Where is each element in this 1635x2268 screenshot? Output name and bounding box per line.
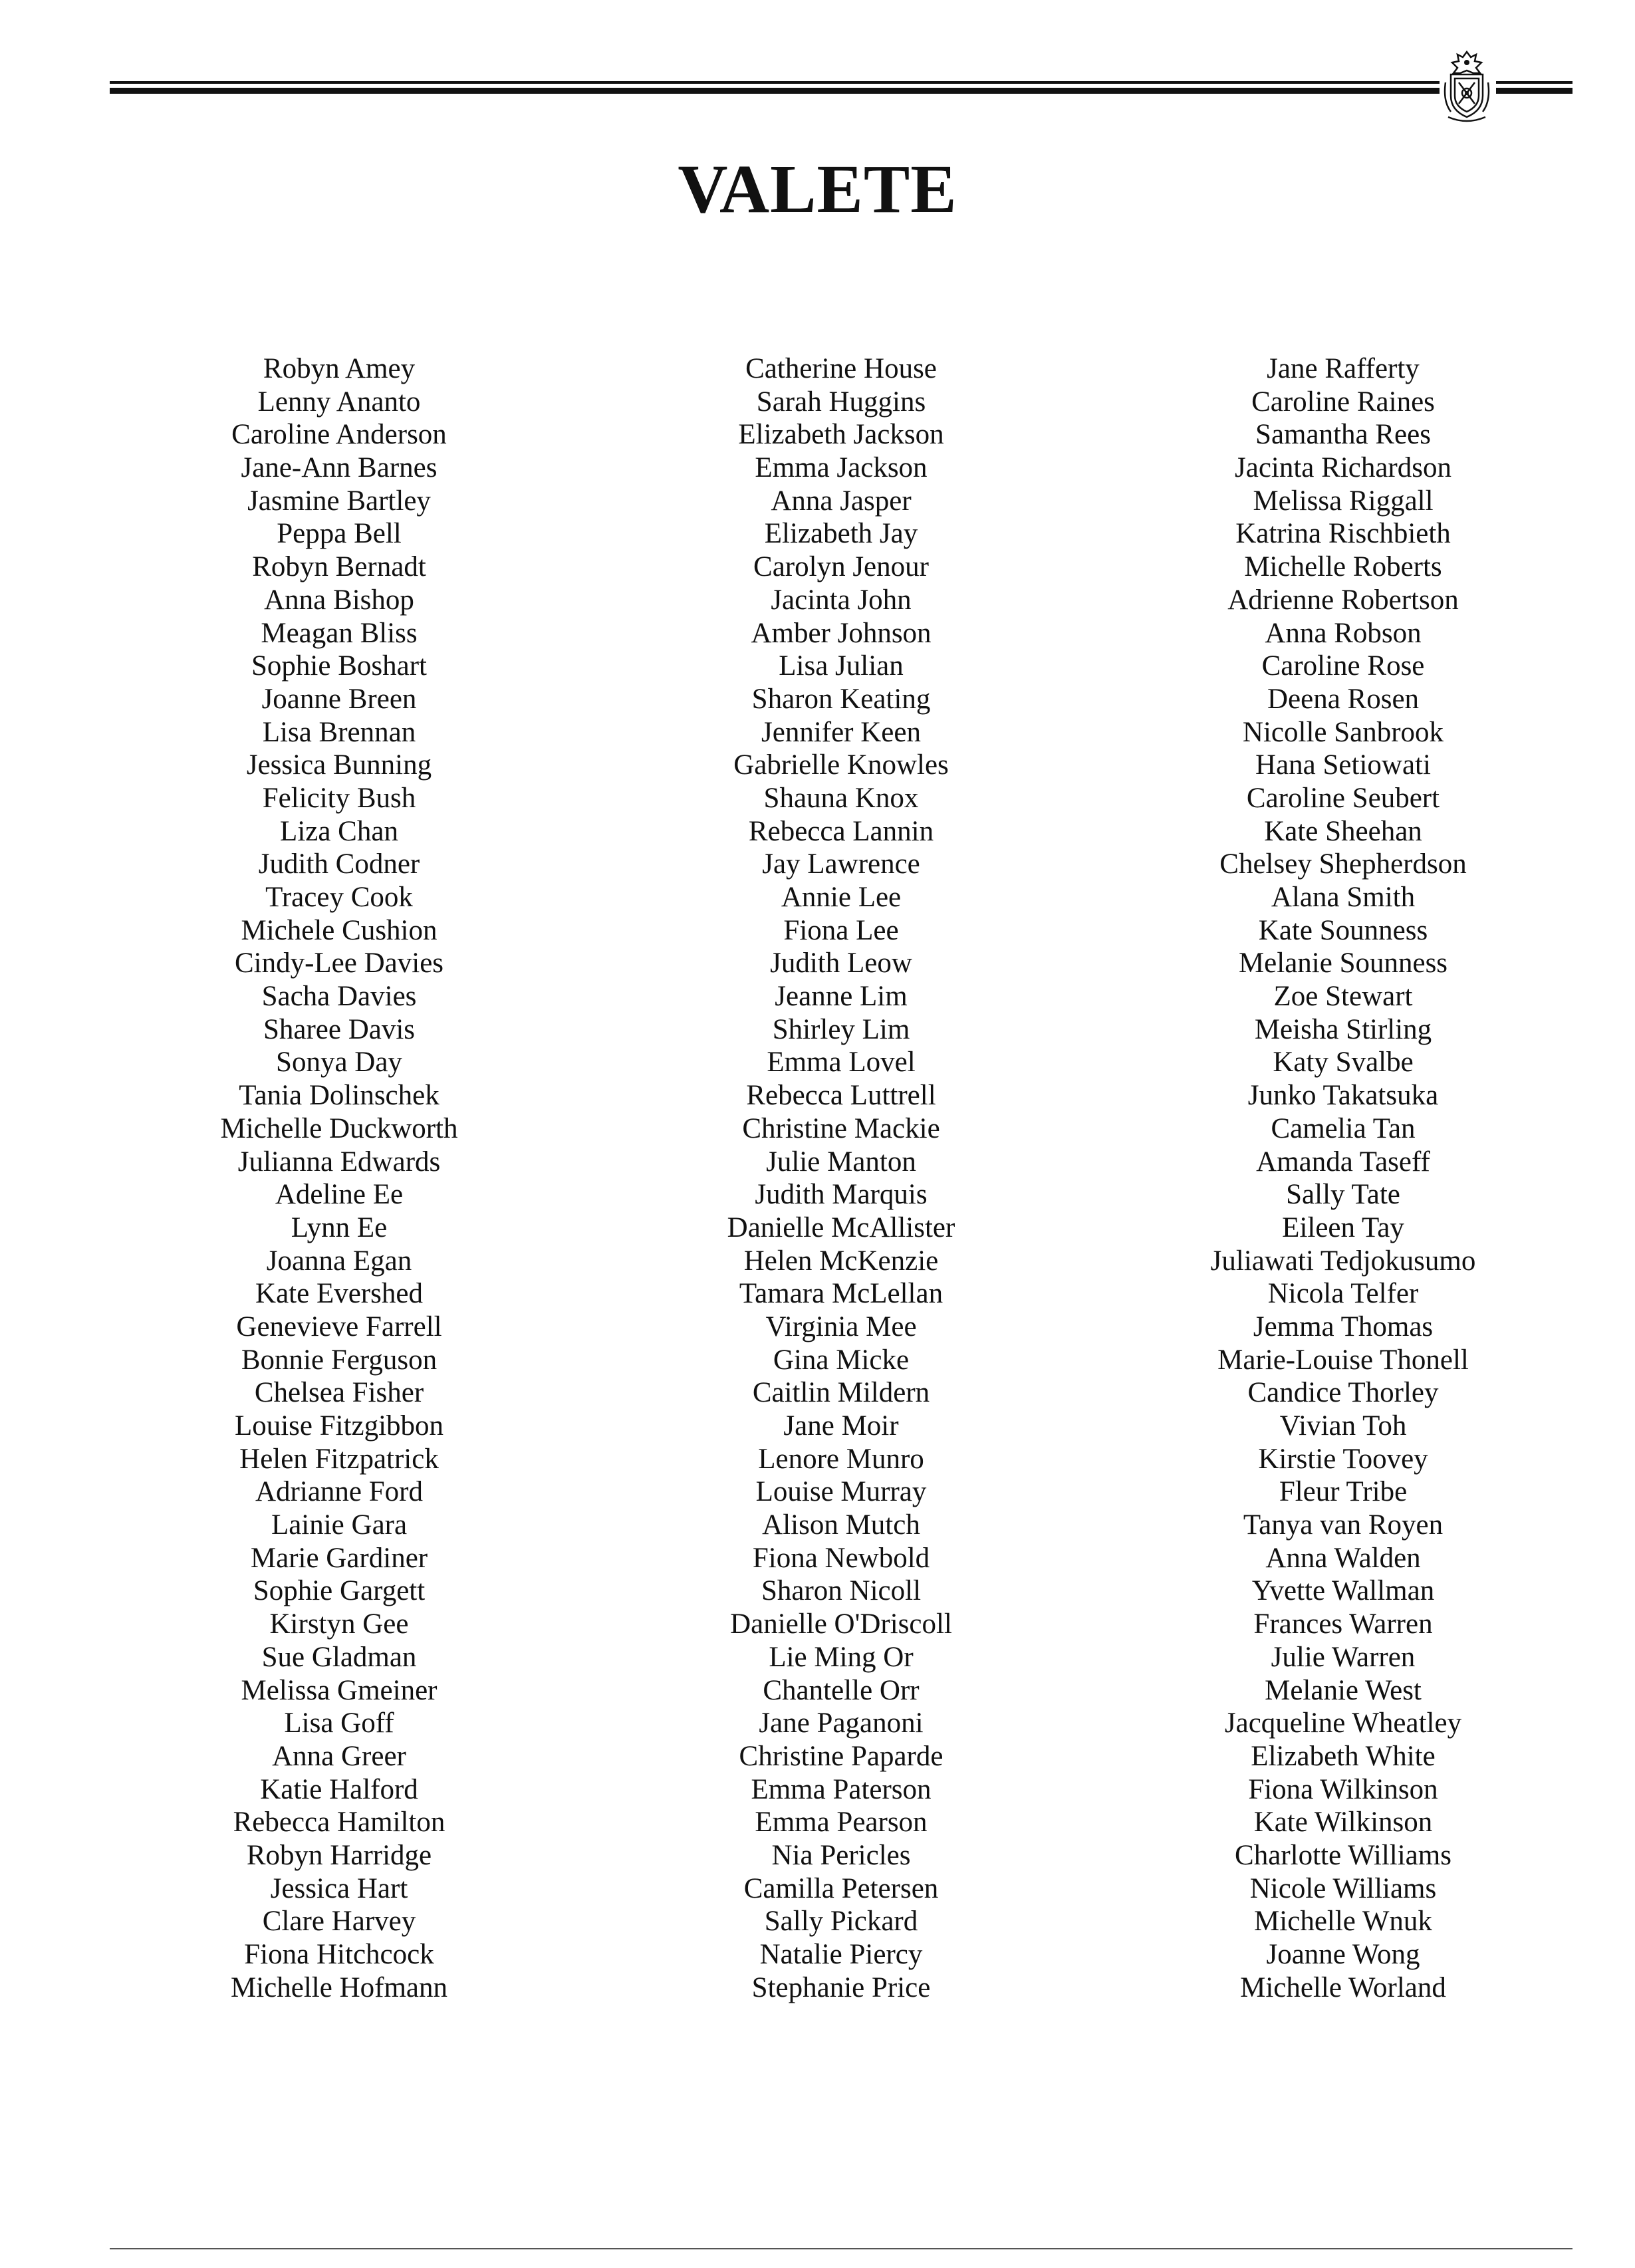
name-list-item: Louise Fitzgibbon: [234, 1410, 444, 1442]
name-list-item: Meisha Stirling: [1254, 1013, 1432, 1045]
name-list-item: Kirstie Toovey: [1258, 1443, 1428, 1475]
name-list-item: Marie-Louise Thonell: [1217, 1344, 1469, 1376]
name-list-item: Caroline Raines: [1251, 386, 1435, 418]
name-list-item: Caroline Seubert: [1246, 782, 1440, 814]
name-list-item: Melanie Sounness: [1238, 947, 1448, 979]
name-list-item: Lynn Ee: [291, 1211, 388, 1243]
name-list-item: Rebecca Lannin: [748, 815, 934, 847]
name-list-item: Jennifer Keen: [761, 716, 921, 748]
name-list-item: Liza Chan: [280, 815, 398, 847]
name-list-item: Jasmine Bartley: [247, 485, 431, 517]
name-list-item: Sharee Davis: [263, 1013, 416, 1045]
name-list-item: Cindy-Lee Davies: [234, 947, 444, 979]
name-list-item: Sharon Keating: [751, 683, 931, 715]
name-list-item: Tania Dolinschek: [239, 1080, 440, 1112]
name-list-item: Sally Tate: [1286, 1179, 1400, 1211]
name-list-item: Melissa Gmeiner: [241, 1674, 438, 1706]
name-list-item: Michelle Hofmann: [231, 1971, 447, 2003]
name-list-item: Fleur Tribe: [1279, 1476, 1408, 1508]
name-list-item: Anna Robson: [1265, 617, 1422, 649]
name-list-item: Jeanne Lim: [775, 981, 908, 1013]
name-list-item: Jane-Ann Barnes: [241, 452, 438, 484]
name-list-item: Elizabeth Jay: [764, 518, 918, 550]
name-list-item: Meagan Bliss: [261, 617, 418, 649]
name-list-item: Joanne Wong: [1266, 1939, 1420, 1970]
name-list-item: Katrina Rischbieth: [1235, 518, 1451, 550]
name-list-item: Gina Micke: [773, 1344, 910, 1376]
name-list-item: Sharon Nicoll: [761, 1575, 922, 1607]
name-list-item: Kirstyn Gee: [269, 1608, 409, 1640]
name-list-item: Nia Pericles: [771, 1839, 911, 1871]
name-list-item: Camilla Petersen: [743, 1872, 939, 1904]
name-list-item: Chelsea Fisher: [254, 1377, 424, 1409]
name-list-item: Joanne Breen: [261, 683, 417, 715]
name-list-item: Rebecca Luttrell: [746, 1080, 936, 1112]
name-list-item: Sacha Davies: [261, 981, 417, 1013]
name-list-item: Caroline Anderson: [231, 419, 447, 451]
name-list-item: Tracey Cook: [265, 882, 413, 913]
name-list-item: Chelsey Shepherdson: [1219, 848, 1467, 880]
name-list-item: Samantha Rees: [1255, 419, 1431, 451]
name-list-item: Eileen Tay: [1282, 1211, 1404, 1243]
name-list-item: Julie Warren: [1271, 1641, 1416, 1673]
name-list-item: Lisa Goff: [284, 1707, 394, 1739]
name-list-item: Danielle McAllister: [727, 1211, 955, 1243]
name-list-item: Vivian Toh: [1279, 1410, 1407, 1442]
name-list-item: Sally Pickard: [764, 1906, 918, 1938]
name-list-item: Melanie West: [1265, 1674, 1422, 1706]
name-list-item: Melissa Riggall: [1253, 485, 1434, 517]
name-list-item: Charlotte Williams: [1235, 1839, 1451, 1871]
name-list-item: Emma Jackson: [755, 452, 928, 484]
name-list-item: Danielle O'Driscoll: [730, 1608, 952, 1640]
name-list-item: Chantelle Orr: [763, 1674, 920, 1706]
name-list-item: Peppa Bell: [277, 518, 402, 550]
name-list-item: Caroline Rose: [1261, 650, 1425, 682]
name-list-item: Fiona Hitchcock: [244, 1939, 434, 1970]
header-rule-right-thick: [1496, 88, 1572, 94]
header-rule-right-thin: [1496, 81, 1572, 84]
name-list-item: Robyn Harridge: [246, 1839, 432, 1871]
name-list-item: Jay Lawrence: [762, 848, 920, 880]
name-list-item: Tanya van Royen: [1243, 1509, 1444, 1541]
name-list-item: Jacinta John: [771, 584, 912, 616]
name-list-item: Gabrielle Knowles: [733, 749, 949, 781]
name-list-item: Julie Manton: [766, 1146, 916, 1178]
name-list-item: Fiona Newbold: [752, 1542, 930, 1574]
name-list-item: Julianna Edwards: [237, 1146, 441, 1178]
name-list-item: Juliawati Tedjokusumo: [1210, 1245, 1476, 1277]
name-list-item: Michelle Worland: [1240, 1971, 1446, 2003]
name-list-item: Amber Johnson: [751, 617, 932, 649]
name-list-item: Camelia Tan: [1271, 1112, 1416, 1144]
name-list-item: Michelle Wnuk: [1254, 1906, 1432, 1938]
name-list-item: Judith Marquis: [755, 1179, 928, 1211]
name-list-item: Lenore Munro: [758, 1443, 924, 1475]
name-list-item: Bonnie Ferguson: [241, 1344, 438, 1376]
name-list-item: Sophie Boshart: [251, 650, 427, 682]
name-list-item: Adeline Ee: [275, 1179, 404, 1211]
name-list-item: Jacqueline Wheatley: [1224, 1707, 1462, 1739]
name-list-item: Lisa Brennan: [262, 716, 416, 748]
name-list-item: Stephanie Price: [751, 1971, 931, 2003]
name-column-3: [1157, 352, 1529, 2004]
name-list-item: Adrianne Ford: [255, 1476, 423, 1508]
name-list-item: Yvette Wallman: [1251, 1575, 1435, 1607]
name-list-item: Christine Paparde: [739, 1740, 943, 1772]
name-list-item: Alison Mutch: [762, 1509, 920, 1541]
name-list-item: Carolyn Jenour: [753, 551, 929, 583]
name-list-item: Helen Fitzpatrick: [239, 1443, 439, 1475]
name-list-item: Sarah Huggins: [756, 386, 926, 418]
school-crest-icon: [1442, 48, 1492, 125]
name-list-item: Elizabeth Jackson: [738, 419, 944, 451]
name-list-item: Helen McKenzie: [743, 1245, 939, 1277]
name-list-item: Fiona Wilkinson: [1248, 1773, 1438, 1805]
name-list-item: Jane Paganoni: [759, 1707, 924, 1739]
name-list-item: Annie Lee: [781, 882, 902, 913]
name-list-item: Christine Mackie: [742, 1112, 940, 1144]
name-list-item: Robyn Bernadt: [252, 551, 426, 583]
name-list-item: Jemma Thomas: [1253, 1311, 1434, 1342]
page-title: VALETE: [678, 151, 957, 227]
header-double-rule-right: [1496, 81, 1572, 94]
name-list-item: Anna Jasper: [771, 485, 912, 517]
name-list-item: Adrienne Robertson: [1227, 584, 1459, 616]
name-list-item: Anna Walden: [1265, 1542, 1421, 1574]
name-list-item: Catherine House: [745, 353, 937, 384]
name-list-item: Shirley Lim: [772, 1013, 910, 1045]
name-list-item: Jane Moir: [783, 1410, 899, 1442]
name-list-item: Jessica Bunning: [246, 749, 432, 781]
name-list-item: Shauna Knox: [763, 782, 919, 814]
name-list-item: Jane Rafferty: [1267, 353, 1420, 384]
name-list-item: Genevieve Farrell: [236, 1311, 442, 1342]
name-list-item: Alana Smith: [1271, 882, 1416, 913]
name-list-item: Fiona Lee: [783, 914, 899, 946]
name-list-item: Natalie Piercy: [759, 1939, 923, 1970]
name-list-item: Michele Cushion: [241, 914, 438, 946]
name-list-item: Nicola Telfer: [1267, 1278, 1419, 1310]
name-list-item: Lisa Julian: [779, 650, 904, 682]
name-list-item: Zoe Stewart: [1273, 981, 1413, 1013]
name-list-item: Kate Evershed: [255, 1278, 423, 1310]
name-list-item: Michelle Roberts: [1244, 551, 1442, 583]
name-list-item: Emma Paterson: [751, 1773, 932, 1805]
header-rule-thick: [110, 88, 1440, 94]
name-list-item: Sonya Day: [276, 1047, 402, 1078]
name-list-item: Kate Wilkinson: [1253, 1807, 1433, 1838]
name-list-item: Emma Lovel: [767, 1047, 916, 1078]
name-list-item: Rebecca Hamilton: [233, 1807, 445, 1838]
name-list-item: Candice Thorley: [1247, 1377, 1439, 1409]
name-column-2: [655, 352, 1027, 2004]
name-list-item: Elizabeth White: [1251, 1740, 1436, 1772]
name-list-item: Junko Takatsuka: [1247, 1080, 1439, 1112]
name-list-item: Lie Ming Or: [769, 1641, 914, 1673]
name-list-item: Katy Svalbe: [1273, 1047, 1414, 1078]
name-list-item: Anna Bishop: [264, 584, 414, 616]
name-list-item: Clare Harvey: [262, 1906, 416, 1938]
name-list-item: Anna Greer: [272, 1740, 406, 1772]
name-list-item: Lainie Gara: [271, 1509, 408, 1541]
name-list-item: Hana Setiowati: [1255, 749, 1431, 781]
header-double-rule: [110, 81, 1440, 94]
name-list-item: Judith Codner: [258, 848, 420, 880]
name-list-item: Lenny Ananto: [257, 386, 421, 418]
name-list-item: Caitlin Mildern: [752, 1377, 930, 1409]
name-list-item: Deena Rosen: [1267, 683, 1420, 715]
name-list-item: Frances Warren: [1253, 1608, 1433, 1640]
footer-rule: [110, 2248, 1572, 2249]
name-list-item: Nicole Williams: [1249, 1872, 1437, 1904]
name-list-item: Jessica Hart: [270, 1872, 408, 1904]
name-list-item: Sophie Gargett: [253, 1575, 426, 1607]
name-list-item: Kate Sounness: [1258, 914, 1428, 946]
name-list-item: Kate Sheehan: [1264, 815, 1422, 847]
name-list-item: Tamara McLellan: [739, 1278, 943, 1310]
header-rule-thin: [110, 81, 1440, 84]
name-list-item: Robyn Amey: [263, 353, 416, 384]
name-list-item: Sue Gladman: [261, 1641, 417, 1673]
name-list-item: Nicolle Sanbrook: [1242, 716, 1444, 748]
name-list-item: Michelle Duckworth: [220, 1112, 458, 1144]
name-list-item: Virginia Mee: [765, 1311, 917, 1342]
name-list-item: Jacinta Richardson: [1235, 452, 1451, 484]
name-list-item: Felicity Bush: [262, 782, 416, 814]
name-list-item: Marie Gardiner: [250, 1542, 428, 1574]
name-list-item: Louise Murray: [755, 1476, 927, 1508]
name-list-item: Amanda Taseff: [1256, 1146, 1430, 1178]
name-column-1: [153, 352, 525, 2004]
name-list-item: Joanna Egan: [266, 1245, 412, 1277]
name-list-item: Emma Pearson: [755, 1807, 928, 1838]
name-list-item: Judith Leow: [770, 947, 912, 979]
name-list-item: Katie Halford: [260, 1773, 418, 1805]
